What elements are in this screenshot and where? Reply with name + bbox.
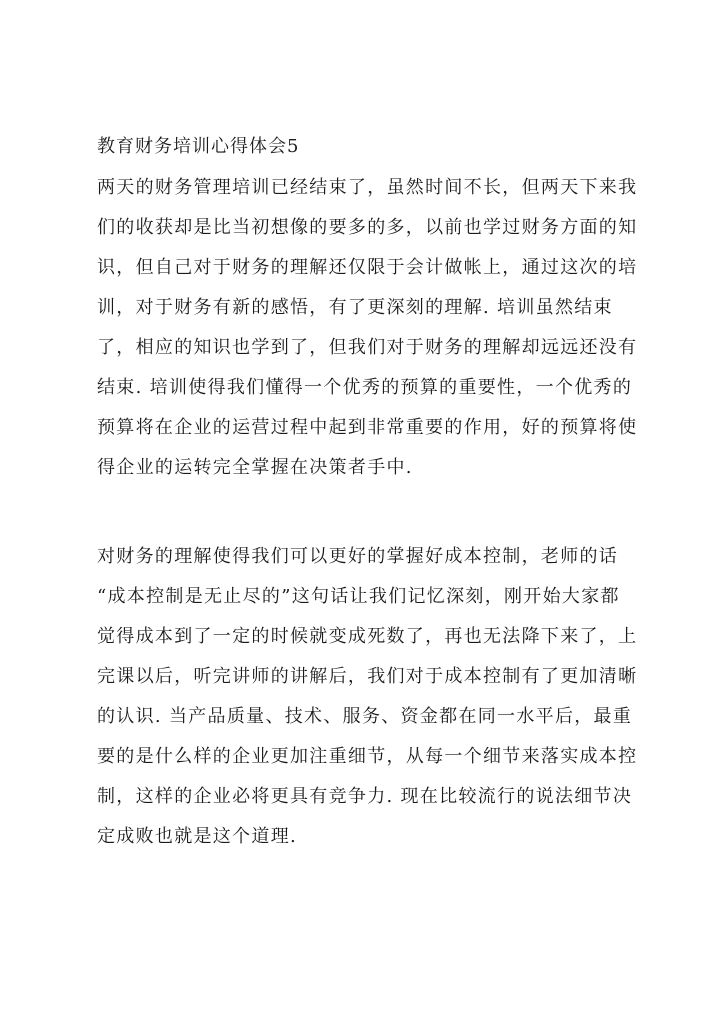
text-line: 结束. 培训使得我们懂得一个优秀的预算的重要性，一个优秀的: [97, 377, 633, 398]
text-line: 得企业的运转完全掌握在决策者手中.: [97, 457, 413, 478]
paragraph-1: [97, 168, 657, 488]
text-line: 制，这样的企业必将更具有竞争力. 现在比较流行的说法细节决: [97, 786, 633, 807]
text-line: 两天的财务管理培训已经结束了，虽然时间不长，但两天下来我: [97, 177, 638, 198]
text-line: 完课以后，听完讲师的讲解后，我们对于成本控制有了更加清晰: [97, 666, 638, 687]
text-line: 定成败也就是这个道理.: [97, 826, 298, 847]
text-line: 训，对于财务有新的感悟，有了更深刻的理解. 培训虽然结束: [97, 297, 613, 318]
text-line: 们的收获却是比当初想像的要多的多，以前也学过财务方面的知: [97, 217, 638, 238]
text-line: 的认识. 当产品质量、技术、服务、资金都在同一水平后，最重: [97, 706, 633, 727]
text-line: 识，但自己对于财务的理解还仅限于会计做帐上，通过这次的培: [97, 257, 638, 278]
text-line: 觉得成本到了一定的时候就变成死数了，再也无法降下来了，上: [97, 626, 638, 647]
text-line: 对财务的理解使得我们可以更好的掌握好成本控制，老师的话: [97, 546, 619, 567]
paragraph-2: [97, 537, 657, 857]
text-line: 了，相应的知识也学到了，但我们对于财务的理解却远远还没有: [97, 337, 638, 358]
text-line: 预算将在企业的运营过程中起到非常重要的作用，好的预算将使: [97, 417, 638, 438]
text-line: 要的是什么样的企业更加注重细节，从每一个细节来落实成本控: [97, 746, 638, 767]
text-line: “成本控制是无止尽的”这句话让我们记忆深刻，刚开始大家都: [97, 586, 620, 607]
document-title: 教育财务培训心得体会5: [97, 136, 300, 157]
